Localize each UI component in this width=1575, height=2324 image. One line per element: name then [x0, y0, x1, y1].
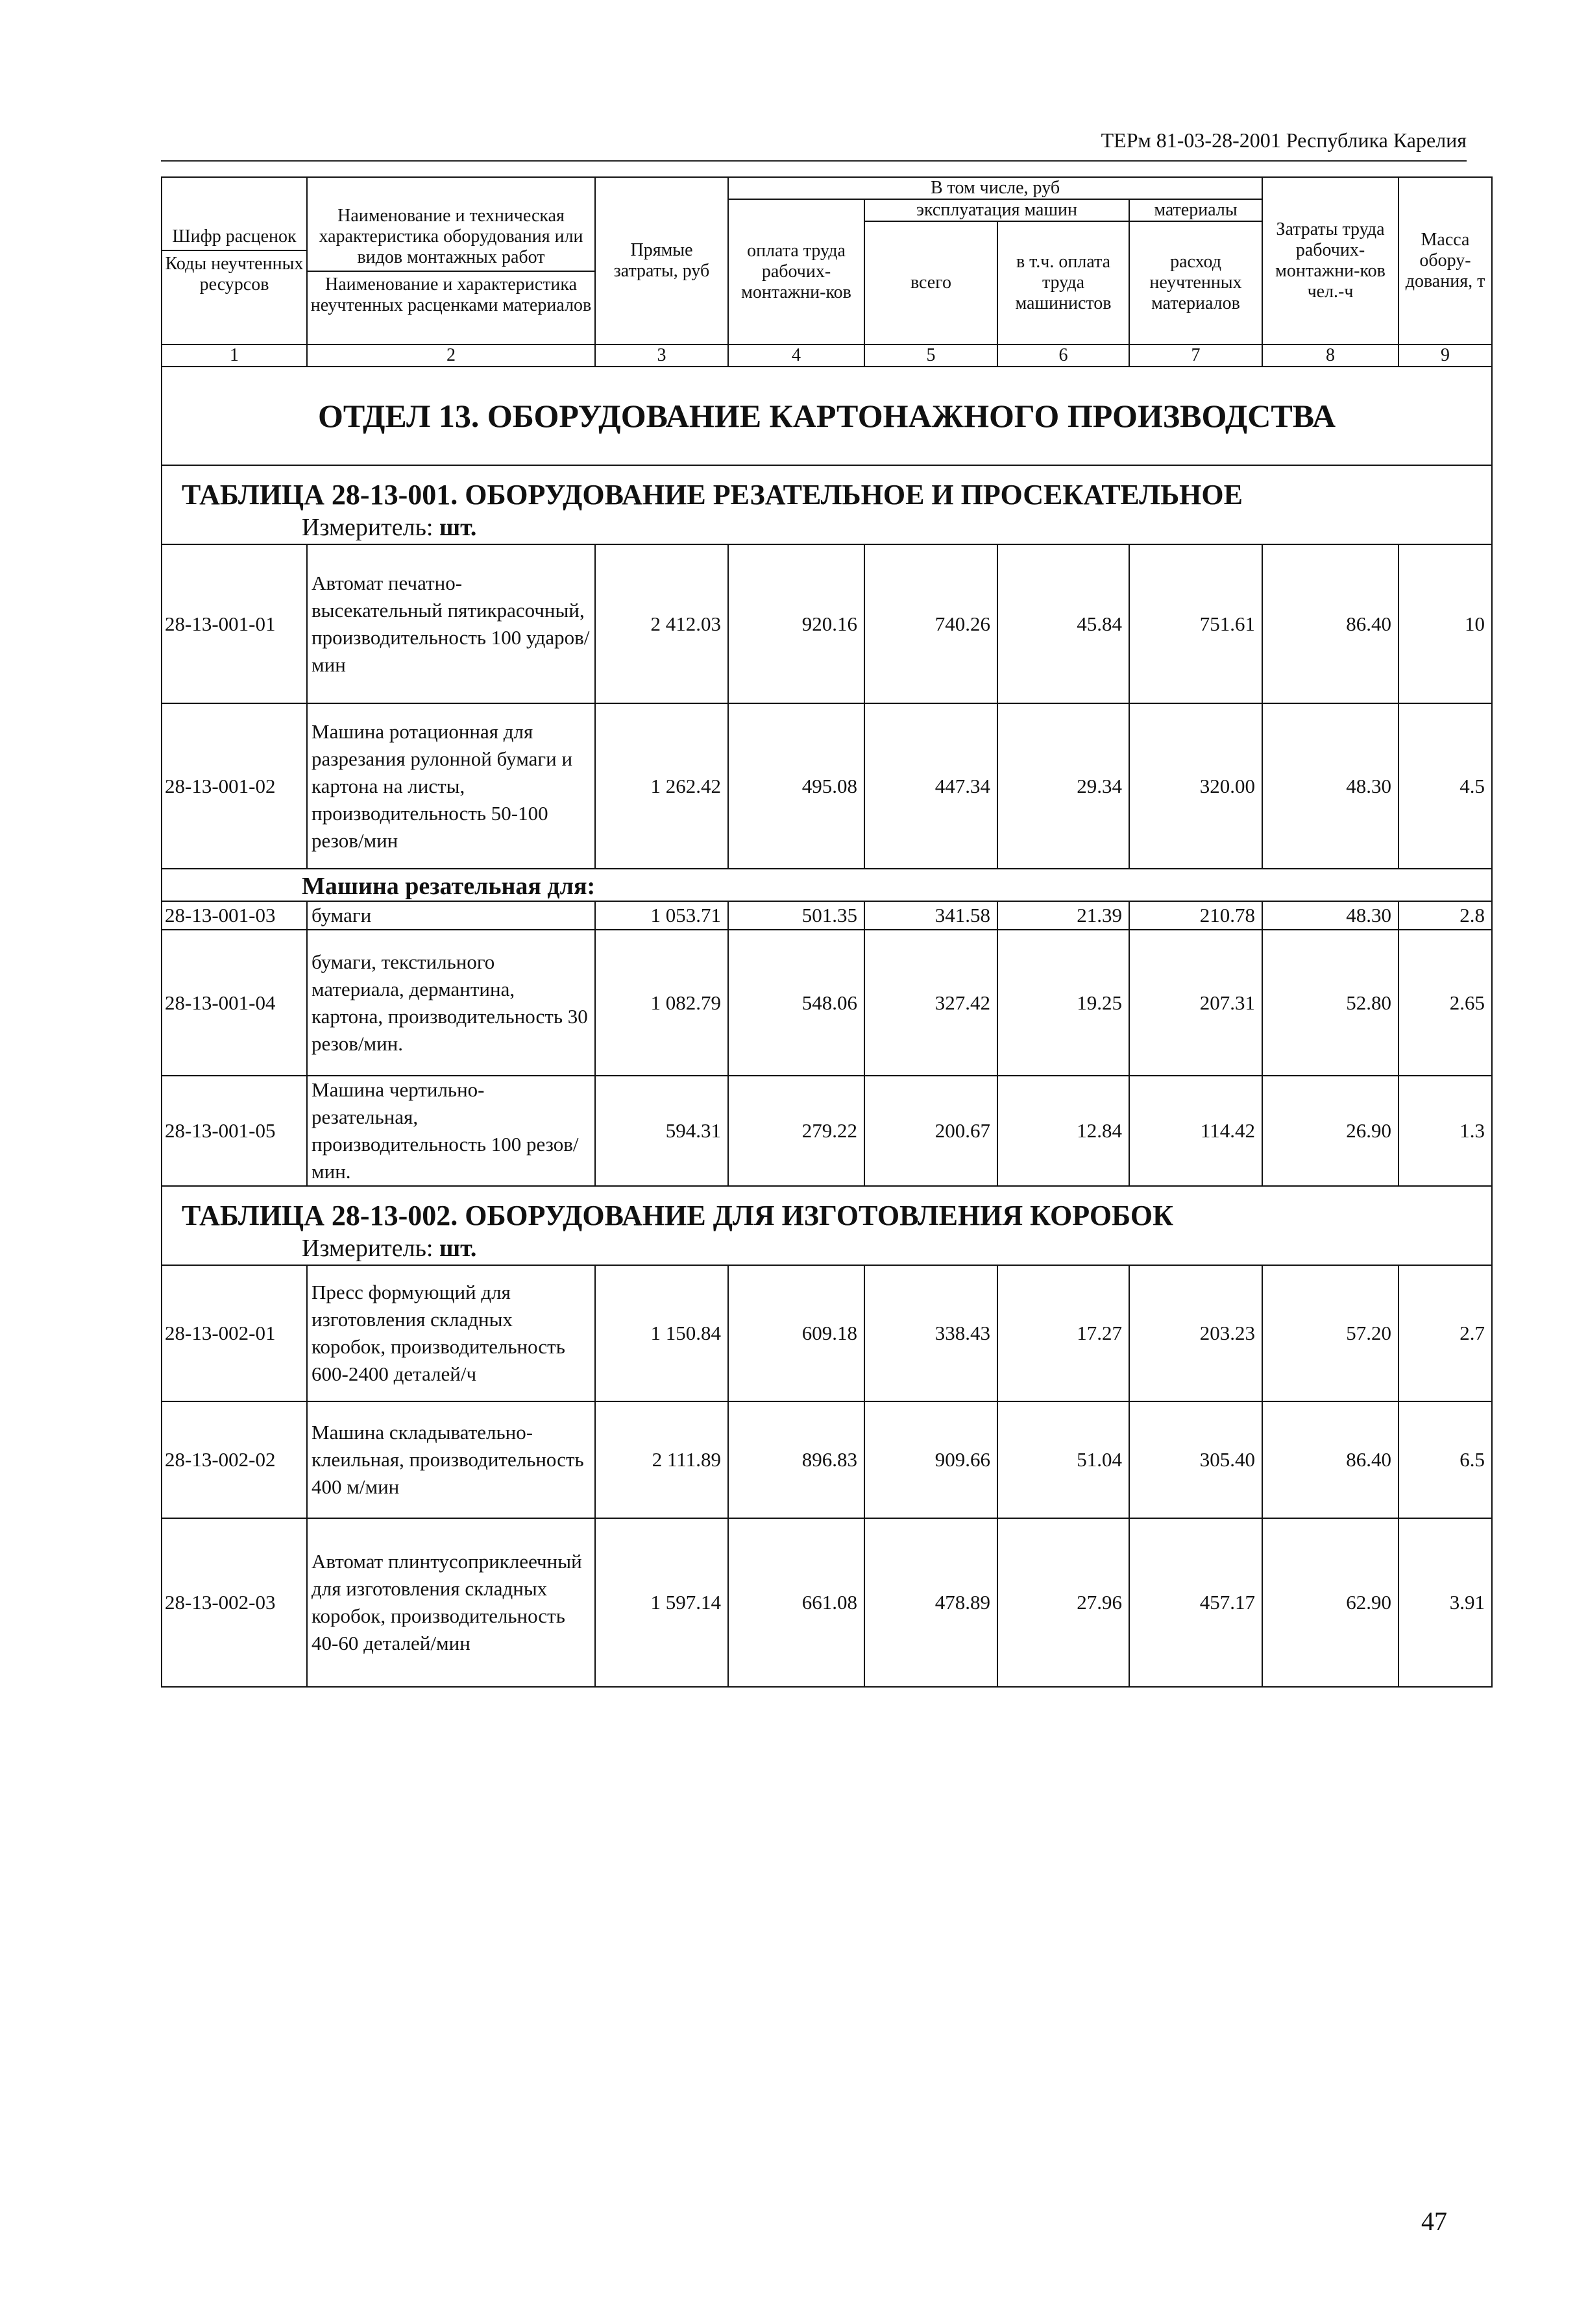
- measure-value: шт.: [439, 1235, 477, 1262]
- measure-label: Измеритель:: [302, 1235, 433, 1262]
- row-machines-labor: 12.84: [997, 1076, 1129, 1186]
- header-name: [307, 177, 595, 345]
- measure-value: шт.: [439, 514, 477, 541]
- row-direct-costs: 1 597.14: [595, 1518, 728, 1687]
- table-row: [162, 703, 1492, 869]
- row-machines-labor: 29.34: [997, 703, 1129, 869]
- row-machines-labor: 21.39: [997, 901, 1129, 930]
- row-machines-labor: 19.25: [997, 930, 1129, 1076]
- row-materials: 207.31: [1129, 930, 1262, 1076]
- row-labor-pay: 501.35: [728, 901, 864, 930]
- row-labor-hours: 26.90: [1262, 1076, 1398, 1186]
- row-name: Машина ротационная для разрезания рулонной бумаги и картона на листы, производительность 50-100 резов/мин: [307, 703, 595, 869]
- row-machines-total: 447.34: [864, 703, 997, 869]
- table-row: [162, 1401, 1492, 1518]
- row-materials: 320.00: [1129, 703, 1262, 869]
- group-label: Машина резательная для:: [162, 869, 1492, 901]
- price-table: [161, 176, 1493, 1688]
- header-materials: материалы: [1129, 199, 1262, 221]
- column-number: 3: [595, 345, 728, 367]
- table2-measure: [162, 1232, 1492, 1265]
- header-name-top: Наименование и техническая характеристика оборудования или видов монтажных работ: [319, 206, 583, 267]
- column-number: 7: [1129, 345, 1262, 367]
- row-materials: 305.40: [1129, 1401, 1262, 1518]
- column-numbers-row: [162, 345, 1492, 367]
- row-name: Автомат плинтусоприклеечный для изготовления складных коробок, производительность 40-60 деталей/мин: [307, 1518, 595, 1687]
- row-labor-pay: 548.06: [728, 930, 864, 1076]
- header-materials-unaccounted: расход неучтенных материалов: [1129, 221, 1262, 345]
- header-labor-hours: Затраты труда рабочих-монтажни-ков чел.-ч: [1262, 177, 1398, 345]
- column-number: 1: [162, 345, 307, 367]
- table-row: [162, 1518, 1492, 1687]
- row-labor-pay: 609.18: [728, 1265, 864, 1401]
- row-machines-labor: 17.27: [997, 1265, 1129, 1401]
- row-direct-costs: 1 053.71: [595, 901, 728, 930]
- header-code-top: Шифр расценок: [172, 226, 297, 247]
- row-labor-hours: 48.30: [1262, 703, 1398, 869]
- row-materials: 751.61: [1129, 544, 1262, 703]
- row-mass: 4.5: [1398, 703, 1492, 869]
- header-equipment-mass: Масса обору-дования, т: [1398, 177, 1492, 345]
- row-machines-labor: 51.04: [997, 1401, 1129, 1518]
- header-direct-costs: Прямые затраты, руб: [595, 177, 728, 345]
- column-number: 6: [997, 345, 1129, 367]
- row-machines-total: 478.89: [864, 1518, 997, 1687]
- row-mass: 6.5: [1398, 1401, 1492, 1518]
- row-materials: 203.23: [1129, 1265, 1262, 1401]
- table1-title: ТАБЛИЦА 28-13-001. ОБОРУДОВАНИЕ РЕЗАТЕЛЬНОЕ И ПРОСЕКАТЕЛЬНОЕ: [162, 465, 1492, 511]
- row-mass: 2.8: [1398, 901, 1492, 930]
- row-code: 28-13-002-03: [162, 1518, 307, 1687]
- row-direct-costs: 594.31: [595, 1076, 728, 1186]
- row-code: 28-13-001-01: [162, 544, 307, 703]
- row-code: 28-13-001-03: [162, 901, 307, 930]
- row-mass: 3.91: [1398, 1518, 1492, 1687]
- row-labor-hours: 52.80: [1262, 930, 1398, 1076]
- header-name-bottom: Наименование и характеристика неучтенных расценками материалов: [308, 271, 594, 316]
- section-title-row: [162, 367, 1492, 465]
- row-labor-hours: 86.40: [1262, 1401, 1398, 1518]
- row-code: 28-13-002-02: [162, 1401, 307, 1518]
- row-machines-total: 327.42: [864, 930, 997, 1076]
- row-code: 28-13-001-02: [162, 703, 307, 869]
- row-name: Автомат печатно-высекательный пятикрасочный, производительность 100 ударов/мин: [307, 544, 595, 703]
- row-labor-pay: 495.08: [728, 703, 864, 869]
- row-direct-costs: 2 111.89: [595, 1401, 728, 1518]
- row-mass: 1.3: [1398, 1076, 1492, 1186]
- table-row: [162, 901, 1492, 930]
- row-labor-hours: 62.90: [1262, 1518, 1398, 1687]
- table2-title: ТАБЛИЦА 28-13-002. ОБОРУДОВАНИЕ ДЛЯ ИЗГОТОВЛЕНИЯ КОРОБОК: [162, 1186, 1492, 1232]
- table2-title-row: [162, 1186, 1492, 1232]
- row-labor-pay: 279.22: [728, 1076, 864, 1186]
- row-direct-costs: 1 262.42: [595, 703, 728, 869]
- table-row: [162, 1265, 1492, 1401]
- row-labor-hours: 48.30: [1262, 901, 1398, 930]
- row-direct-costs: 1 150.84: [595, 1265, 728, 1401]
- column-number: 2: [307, 345, 595, 367]
- page-number: 47: [1421, 2207, 1447, 2236]
- header-labor-pay: оплата труда рабочих-монтажни-ков: [728, 199, 864, 345]
- row-mass: 10: [1398, 544, 1492, 703]
- row-materials: 114.42: [1129, 1076, 1262, 1186]
- row-code: 28-13-002-01: [162, 1265, 307, 1401]
- row-code: 28-13-001-05: [162, 1076, 307, 1186]
- row-name: Пресс формующий для изготовления складных коробок, производительность 600-2400 деталей/ч: [307, 1265, 595, 1401]
- column-number: 9: [1398, 345, 1492, 367]
- header-machines-labor: в т.ч. оплата труда машинистов: [997, 221, 1129, 345]
- column-number: 5: [864, 345, 997, 367]
- row-labor-pay: 920.16: [728, 544, 864, 703]
- row-machines-total: 338.43: [864, 1265, 997, 1401]
- row-machines-total: 341.58: [864, 901, 997, 930]
- row-direct-costs: 2 412.03: [595, 544, 728, 703]
- row-machines-total: 909.66: [864, 1401, 997, 1518]
- header-rule: [161, 160, 1467, 162]
- header-including: В том числе, руб: [728, 177, 1262, 199]
- column-number: 8: [1262, 345, 1398, 367]
- row-machines-labor: 45.84: [997, 544, 1129, 703]
- row-name: Машина складывательно-клеильная, производительность 400 м/мин: [307, 1401, 595, 1518]
- row-labor-hours: 86.40: [1262, 544, 1398, 703]
- table-row: [162, 1076, 1492, 1186]
- header-machines-total: всего: [864, 221, 997, 345]
- row-machines-total: 740.26: [864, 544, 997, 703]
- section-title: ОТДЕЛ 13. ОБОРУДОВАНИЕ КАРТОНАЖНОГО ПРОИЗВОДСТВА: [162, 367, 1492, 465]
- row-machines-total: 200.67: [864, 1076, 997, 1186]
- document-reference: ТЕРм 81-03-28-2001 Республика Карелия: [1101, 128, 1467, 152]
- table-row: [162, 930, 1492, 1076]
- row-machines-labor: 27.96: [997, 1518, 1129, 1687]
- price-table-container: [161, 176, 1491, 1688]
- row-name: бумаги: [307, 901, 595, 930]
- row-direct-costs: 1 082.79: [595, 930, 728, 1076]
- table1-measure: [162, 511, 1492, 544]
- row-mass: 2.7: [1398, 1265, 1492, 1401]
- header-machines: эксплуатация машин: [864, 199, 1129, 221]
- row-labor-pay: 661.08: [728, 1518, 864, 1687]
- row-labor-pay: 896.83: [728, 1401, 864, 1518]
- header-code-bottom: Коды неучтенных ресурсов: [162, 250, 306, 295]
- header-row-1: [162, 177, 1492, 199]
- group-row: [162, 869, 1492, 901]
- table1-measure-row: [162, 511, 1492, 544]
- row-code: 28-13-001-04: [162, 930, 307, 1076]
- row-name: Машина чертильно-резательная, производительность 100 резов/мин.: [307, 1076, 595, 1186]
- row-materials: 457.17: [1129, 1518, 1262, 1687]
- row-mass: 2.65: [1398, 930, 1492, 1076]
- table1-title-row: [162, 465, 1492, 511]
- row-labor-hours: 57.20: [1262, 1265, 1398, 1401]
- row-materials: 210.78: [1129, 901, 1262, 930]
- table2-measure-row: [162, 1232, 1492, 1265]
- header-code: [162, 177, 307, 345]
- column-number: 4: [728, 345, 864, 367]
- measure-label: Измеритель:: [302, 514, 433, 541]
- table-row: [162, 544, 1492, 703]
- row-name: бумаги, текстильного материала, дермантина, картона, производительность 30 резов/мин.: [307, 930, 595, 1076]
